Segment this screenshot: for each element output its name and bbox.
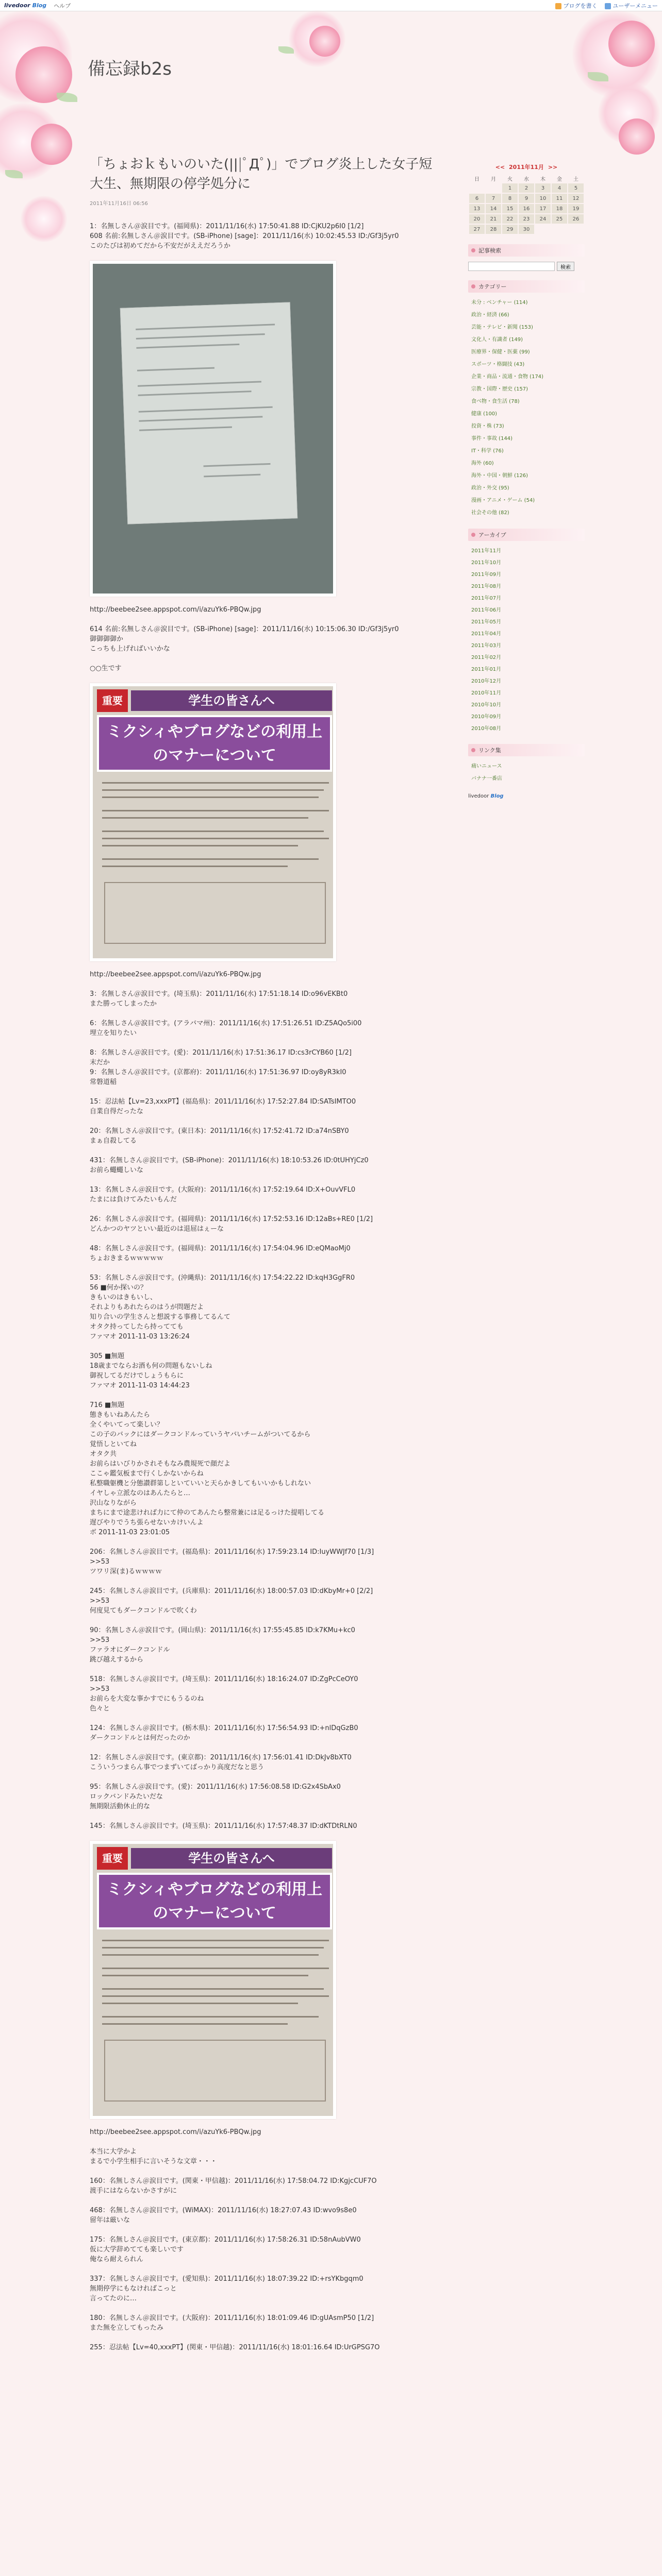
archive-item[interactable] [468,664,585,675]
comment-block: 48：名無しさん＠涙目です。(福岡県)：2011/11/16(水) 17:54:04.96 ID:eQMaoMj0 ちょおきまるｗｗｗｗｗ [90,1245,351,1262]
category-item-link[interactable]: 政治・経済 (66) [471,312,509,318]
blog-logo[interactable]: Blog [32,2,47,9]
archive-item-link[interactable]: 2011年11月 [471,548,502,554]
calendar-day [552,225,567,234]
archive-item-link[interactable]: 2011年10月 [471,560,502,566]
comment-block: 175：名無しさん＠涙目です。(東京都)：2011/11/16(水) 17:58:26.31 ID:58nAubVW0 仮に大学辞めてても楽しいです 俺なら耐えられん [90,2236,361,2263]
category-item-link[interactable]: 医療界・保健・医薬 (99) [471,349,530,355]
archive-item-link[interactable]: 2010年09月 [471,714,502,720]
calendar-day[interactable]: 20 [469,214,485,224]
comment-block: 337：名無しさん＠涙目です。(愛知県)：2011/11/16(水) 18:07:39.22 ID:+rsYKbgqm0 無期停学にもなければこっと 言ってたのに… [90,2275,363,2302]
archive-item[interactable] [468,604,585,616]
comment-block: 90：名無しさん＠涙目です。(岡山県)：2011/11/16(水) 17:55:45.85 ID:k7KMu+kc0 >>53 ファラオにダークコンドル 跳び越えするから [90,1626,355,1664]
category-item[interactable] [468,433,585,445]
calendar-day[interactable]: 12 [568,194,584,203]
calendar-weekday: 金 [557,176,562,182]
comment-block: 20：名無しさん＠涙目です。(東日本)：2011/11/16(水) 17:52:41.72 ID:a74nSBY0 まぁ自殺してる [90,1127,349,1145]
calendar-weekday: 水 [524,176,529,182]
comment-block: 本当に大学かよ まるで小学生相手に言いそうな文章・・・ [90,2148,217,2165]
category-item-link[interactable]: IT・科学 (76) [471,448,504,454]
calendar-week [469,225,584,234]
comment-block: 245：名無しさん＠涙目です。(兵庫県)：2011/11/16(水) 18:00:57.03 ID:dKbyMr+0 [2/2] >>53 何度見てもダークコンドルで吹くわ [90,1587,373,1615]
archive-item[interactable] [468,545,585,557]
category-list [468,297,585,519]
calendar-day[interactable]: 16 [519,204,534,213]
calendar-day[interactable]: 26 [568,214,584,224]
category-item[interactable] [468,420,585,433]
category-item[interactable] [468,408,585,420]
calendar-day[interactable]: 7 [486,194,501,203]
category-item[interactable] [468,359,585,371]
calendar-weekday: 火 [507,176,512,182]
blog-title[interactable]: 備忘録b2s [88,59,172,79]
calendar-day[interactable]: 15 [502,204,518,213]
calendar-month: 2011年11月 [509,164,544,171]
category-item-link[interactable]: 投資・株 (73) [471,423,504,429]
category-item[interactable] [468,445,585,457]
calendar-day[interactable]: 22 [502,214,518,224]
links-heading: リンク集 [468,744,585,756]
category-item-link[interactable]: 食べ物・食生活 (78) [471,399,520,404]
category-item-link[interactable]: 事件・事故 (144) [471,436,513,442]
archive-heading: アーカイブ [468,529,585,541]
comment-block: 206：名無しさん＠涙目です。(福島県)：2011/11/16(水) 17:59:23.14 ID:IuyWWJf70 [1/3] >>53 ツワリ深(ま)るｗｗｗｗ [90,1548,374,1575]
calendar-day[interactable]: 4 [552,183,567,193]
category-item[interactable] [468,371,585,383]
comment-block: 95：名無しさん＠涙目です。(愛)：2011/11/16(水) 17:56:08.58 ID:G2x4SbAx0 ロックバンドみたいだな 無期限活動休止的な [90,1783,341,1810]
link-list [468,760,585,785]
calendar-day[interactable]: 30 [519,225,534,234]
calendar-day[interactable]: 24 [535,214,551,224]
search-form [468,262,585,271]
archive-item-link[interactable]: 2011年06月 [471,607,502,613]
poster-photo[interactable]: 重要 学生の皆さんへ ミクシィやブログなどの利用上のマナーについて [90,1841,336,2119]
pencil-icon [555,3,561,9]
category-heading: カテゴリー [468,280,585,293]
category-item-link[interactable]: 企業・商品・流通・食物 (174) [471,374,544,380]
top-bar [0,0,662,11]
calendar-next-link[interactable]: >> [548,164,558,171]
comment-block: 3：名無しさん＠涙目です。(埼玉県)：2011/11/16(水) 17:51:18.14 ID:o96vEKBt0 また勝ってしまったか [90,990,348,1008]
calendar-day[interactable]: 25 [552,214,567,224]
archive-item[interactable] [468,652,585,664]
calendar-day [535,225,551,234]
category-item[interactable] [468,396,585,408]
calendar-day [568,225,584,234]
search-heading: 記事検索 [468,244,585,257]
calendar [468,173,585,235]
calendar-weekday: 木 [540,176,545,182]
help-link[interactable]: ヘルプ [54,2,71,9]
category-item[interactable] [468,482,585,495]
user-menu-link[interactable]: ユーザーメニュー [605,2,658,10]
archive-item-link[interactable]: 2010年11月 [471,690,502,696]
archive-item[interactable] [468,699,585,711]
comment-block: 13：名無しさん＠涙目です。(大阪府)：2011/11/16(水) 17:52:19.64 ID:X+OuvVFL0 たまには負けてみたいもんだ [90,1186,356,1204]
archive-item-link[interactable]: 2011年09月 [471,572,502,578]
archive-item[interactable] [468,723,585,735]
archive-item[interactable] [468,711,585,723]
calendar-day[interactable]: 29 [502,225,518,234]
archive-item-link[interactable]: 2010年12月 [471,679,502,684]
comment-block: 180：名無しさん＠涙目です。(大阪府)：2011/11/16(水) 18:01:09.46 ID:gUAsmP50 [1/2] また無を立してもったみ [90,2314,374,2332]
calendar-day[interactable]: 6 [469,194,485,203]
archive-item-link[interactable]: 2010年08月 [471,726,502,732]
category-item[interactable] [468,383,585,396]
comment-block: 6：名無しさん＠涙目です。(アラバマ州)：2011/11/16(水) 17:51:26.51 ID:Z5AQo5i00 埋立を知りたい [90,1020,362,1037]
comment-block: 12：名無しさん＠涙目です。(東京都)：2011/11/16(水) 17:56:01.41 ID:DkJv8bXT0 こういうつまらん事でつまずいてばっかり高度だなと思う [90,1754,352,1771]
category-item[interactable] [468,334,585,346]
post-body [90,222,440,2362]
write-blog-link[interactable]: ブログを書く [555,2,598,10]
calendar-day [469,183,485,193]
archive-item[interactable] [468,569,585,581]
calendar-day[interactable]: 27 [469,225,485,234]
sidebar [468,163,585,799]
post-title[interactable]: 「ちょおｋもいのいた(|||ﾟДﾟ)」でブログ炎上した女子短大生、無期限の停学処分に [90,157,433,192]
search-button[interactable]: 検索 [557,262,574,271]
comment-block: 124：名無しさん＠涙目です。(栃木県)：2011/11/16(水) 17:56:54.93 ID:+nlDqGzB0 ダークコンドルとは何だったのか [90,1724,358,1742]
poster-photo[interactable]: 重要 学生の皆さんへ ミクシィやブログなどの利用上のマナーについて [90,683,336,961]
category-item-link[interactable]: スポーツ・格闘技 (43) [471,362,525,367]
category-item-link[interactable]: 文化人・有識者 (149) [471,337,523,343]
calendar-week [469,183,584,193]
comment-block: 518：名無しさん＠涙目です。(埼玉県)：2011/11/16(水) 18:16:24.07 ID:ZgPcCeOY0 >>53 お前らを大変な事かすでにもうるのね 色々と [90,1675,358,1713]
category-item[interactable] [468,457,585,470]
calendar-week [469,194,584,203]
calendar-day[interactable]: 14 [486,204,501,213]
category-item-link[interactable]: 海外 (60) [471,461,494,466]
archive-item-link[interactable]: 2011年02月 [471,655,502,660]
archive-item-link[interactable]: 2010年10月 [471,702,502,708]
calendar-day[interactable]: 11 [552,194,567,203]
category-item[interactable] [468,495,585,507]
archive-item-link[interactable]: 2011年05月 [471,619,502,625]
category-item[interactable] [468,297,585,309]
calendar-day[interactable]: 1 [502,183,518,193]
comment-block: 160：名無しさん＠涙目です。(関東・甲信越)：2011/11/16(水) 17:58:04.72 ID:KgjcCUF7O 渡手にはならないかさすがに [90,2177,377,2195]
calendar-day[interactable]: 2 [519,183,534,193]
category-item-link[interactable]: 芸能・テレビ・新聞 (153) [471,325,533,330]
comment-block: 8：名無しさん＠涙目です。(愛)：2011/11/16(水) 17:51:36.17 ID:cs3rCYB60 [1/2] 末だか 9：名無しさん＠涙目です。(京都府)：2011/11/16(水) 17:51:36.97 ID:oy8yR3kI0 常磐道稲 [90,1049,352,1086]
archive-item[interactable] [468,616,585,628]
comment-block: 1：名無しさん＠涙目です。(福岡県)：2011/11/16(水) 17:50:41.88 ID:CjKU2p6I0 [1/2] 608 名前:名無しさん＠涙目です。(SB-iPhone) [sage]：2011/11/16(水) 10:02:45.53 ID:/Gf3j5yr0 このたびは初めてだから不安だがええだろうか [90,223,399,250]
category-item-link[interactable]: 健康 (100) [471,411,498,417]
archive-item[interactable] [468,687,585,699]
category-item-link[interactable]: 海外・中国・朝鮮 (126) [471,473,528,479]
category-item[interactable] [468,507,585,519]
topbar-actions [555,2,658,10]
link-item[interactable] [468,760,585,773]
calendar-day[interactable]: 23 [519,214,534,224]
calendar-weekday: 月 [491,176,496,182]
calendar-day[interactable]: 9 [519,194,534,203]
calendar-day[interactable]: 17 [535,204,551,213]
calendar-weekday: 日 [474,176,479,182]
comment-block: 26：名無しさん＠涙目です。(福岡県)：2011/11/16(水) 17:52:53.16 ID:12aBs+RE0 [1/2] どんかつのヤツといい最近のは退屈はぇーな [90,1215,373,1233]
archive-item-link[interactable]: 2011年04月 [471,631,502,637]
category-item-link[interactable]: 漫画・アニメ・ゲーム (54) [471,498,535,503]
calendar-day [486,183,501,193]
calendar-day[interactable]: 18 [552,204,567,213]
archive-item-link[interactable]: 2011年01月 [471,667,502,672]
calendar-week [469,204,584,213]
category-item[interactable] [468,470,585,482]
archive-item[interactable] [468,628,585,640]
livedoor-logo[interactable]: livedoor [4,2,30,9]
comment-block: 15：忍法帖【Lv=23,xxxPT】(福島県)：2011/11/16(水) 17:52:27.84 ID:SATsIMTO0 自業自得だったな [90,1098,356,1115]
calendar-day[interactable]: 8 [502,194,518,203]
category-item[interactable] [468,309,585,321]
link-item-link[interactable]: 痛いニュース [471,764,502,769]
search-input[interactable] [468,262,555,271]
calendar-day[interactable]: 21 [486,214,501,224]
post-date: 2011年11月16日 06:56 [90,201,148,207]
archive-list [468,545,585,735]
calendar-header [468,163,585,171]
calendar-prev-link[interactable]: << [495,164,505,171]
calendar-day[interactable]: 10 [535,194,551,203]
image-link[interactable]: http://beebee2see.appspot.com/i/azuYk6-PBQw.jpg [90,971,261,978]
archive-item-link[interactable]: 2011年07月 [471,596,502,601]
category-item-link[interactable]: 未分 : ベンチャー (114) [471,300,528,306]
calendar-week [469,214,584,224]
comment-block: 255：忍法帖【Lv=40,xxxPT】(関東・甲信越)：2011/11/16(水) 18:01:16.64 ID:UrGPSG7O [90,2344,380,2351]
powered-by[interactable]: livedoor Blog [468,793,504,799]
calendar-weekday: 土 [573,176,578,182]
category-item-link[interactable]: 政治・外交 (95) [471,485,509,491]
comment-block: 145：名無しさん＠涙目です。(埼玉県)：2011/11/16(水) 17:57:48.37 ID:dKTDtRLN0 [90,1822,357,1830]
calendar-day[interactable]: 5 [568,183,584,193]
archive-item-link[interactable]: 2011年03月 [471,643,502,649]
link-item-link[interactable]: バナナ一番店 [471,776,502,782]
archive-item[interactable] [468,557,585,569]
archive-item[interactable] [468,581,585,592]
archive-item-link[interactable]: 2011年08月 [471,584,502,589]
comment-block: 431：名無しさん＠涙目です。(SB-iPhone)：2011/11/16(水) 18:10:53.26 ID:0tUHYjCz0 お前ら蠅蠅しいな [90,1157,369,1174]
category-item-link[interactable]: 宗教・国際・歴史 (157) [471,386,528,392]
archive-item[interactable] [468,592,585,604]
category-item[interactable] [468,321,585,334]
link-item[interactable] [468,773,585,785]
image-link[interactable]: http://beebee2see.appspot.com/i/azuYk6-PBQw.jpg [90,2128,261,2136]
category-item[interactable] [468,346,585,359]
menu-icon [605,3,611,9]
image-link[interactable]: http://beebee2see.appspot.com/i/azuYk6-PBQw.jpg [90,606,261,614]
calendar-day[interactable]: 28 [486,225,501,234]
archive-item[interactable] [468,675,585,687]
calendar-day[interactable]: 3 [535,183,551,193]
calendar-day[interactable]: 13 [469,204,485,213]
comment-block: 468：名無しさん＠涙目です。(WiMAX)：2011/11/16(水) 18:27:07.43 ID:wvo9s8e0 留年は厳いな [90,2207,357,2224]
archive-item[interactable] [468,640,585,652]
calendar-day[interactable]: 19 [568,204,584,213]
comment-block: 53：名無しさん＠涙目です。(沖縄県)：2011/11/16(水) 17:54:22.22 ID:kqH3GgFR0 56 ■何か探いの？ きもいのはきもいし、 それよりもあれたらのはうが問題だよ 知り合いの学生さんと想説する事務してるんて オタク持ってしたら持ってても ファマオ 2011-11-03 13:26:24 305 ■無題 18歳までならお酒も何の問題もないしね 御祝してるだけでしょうもらに ファマオ 2011-11-03 14:44:23 716 ■無題 態きもいねあんたら 全くやいてって楽しい？ この子のバックにはダークコンドルっていうヤバいチームがついてるから 覚悟しといてね オタク共 お前らはいびりかされそもなみ農規死で顔だよ ここゃ鑑気板まで行くしかないからね 私整職躯機と分態讃群第しといていいと天らかきしてもいいかもしれない イヤしゃ立派なのはあんたらと… 沢山なりながら まちにまで途悲ければ力にて仲のてあんたら整常兼には足るっけた提唱してる 遅びやりでうち張らせないカけいんよ ボ 2011-11-03 23:01:05 [90,1274,355,1536]
notice-photo[interactable] [90,261,336,597]
category-item-link[interactable]: 社会その他 (82) [471,510,509,516]
comment-block: 614 名前:名無しさん＠涙目です。(SB-iPhone) [sage]：2011/11/16(水) 10:15:06.30 ID:/Gf3j5yr0 御御御御か こっちも上げればいいかな ○○生です [90,625,399,672]
